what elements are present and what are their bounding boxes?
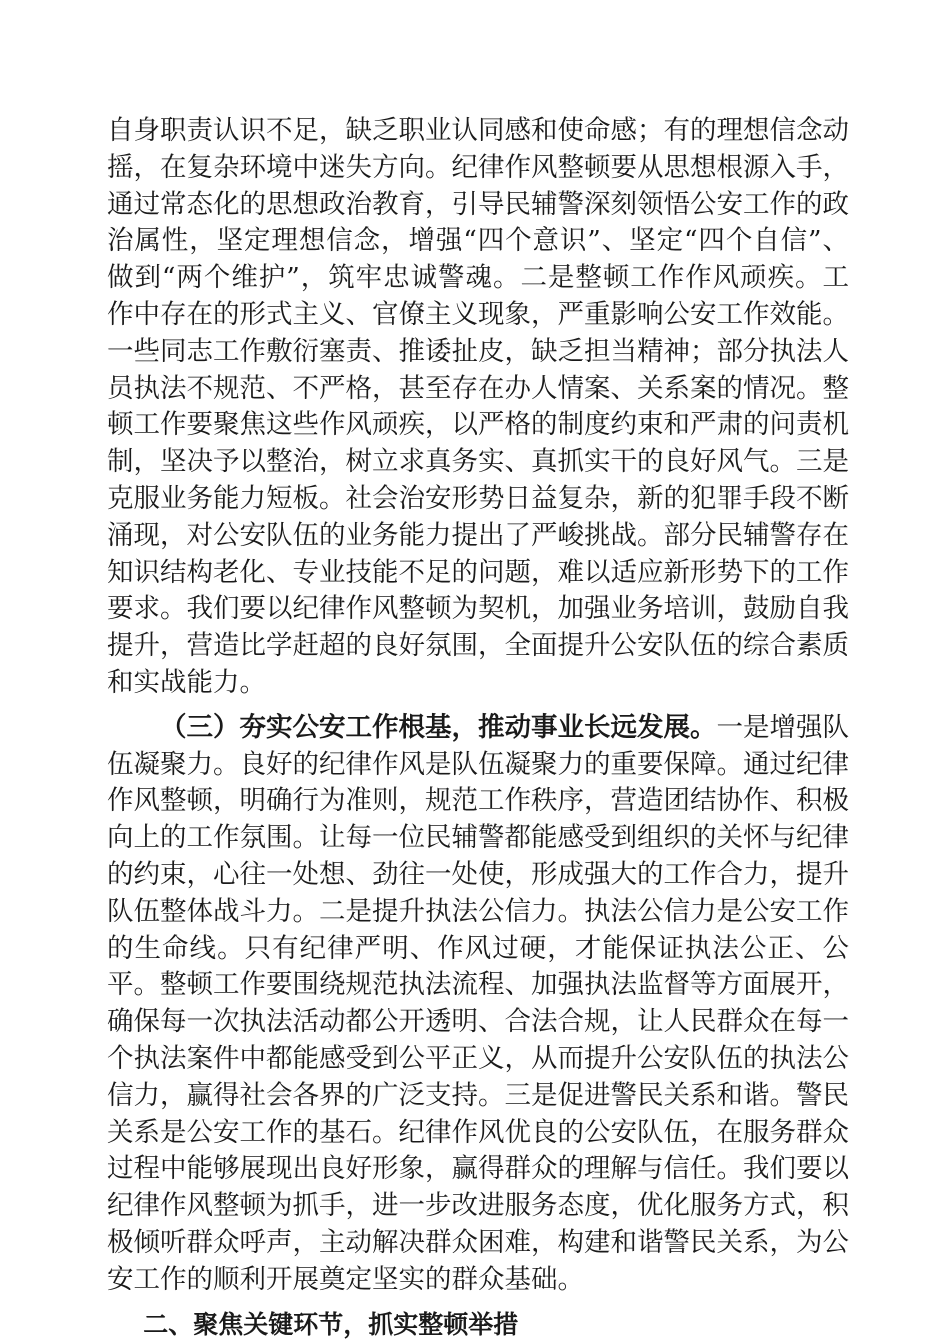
- paragraph-section-three: [107, 710, 849, 1299]
- paragraph-continuation: 自身职责认识不足，缺乏职业认同感和使命感；有的理想信念动摇，在复杂环境中迷失方向。纪律作风整顿要从思想根源入手，通过常态化的思想政治教育，引导民辅警深刻领悟公安工作的政治属性，坚定理想信念，增强“四个意识”、坚定“四个自信”、做到“两个维护”，筑牢忠诚警魂。二是整顿工作作风顽疾。工作中存在的形式主义、官僚主义现象，严重影响公安工作效能。一些同志工作敷衍塞责、推诿扯皮，缺乏担当精神；部分执法人员执法不规范、不严格，甚至存在办人情案、关系案的情况。整顿工作要聚焦这些作风顽疾，以严格的制度约束和严肃的问责机制，坚决予以整治，树立求真务实、真抓实干的良好风气。三是克服业务能力短板。社会治安形势日益复杂，新的犯罪手段不断涌现，对公安队伍的业务能力提出了严峻挑战。部分民辅警存在知识结构老化、专业技能不足的问题，难以适应新形势下的工作要求。我们要以纪律作风整顿为契机，加强业务培训，鼓励自我提升，营造比学赶超的良好氛围，全面提升公安队伍的综合素质和实战能力。: [107, 115, 849, 698]
- section-heading: 二、聚焦关键环节，抓实整顿举措: [143, 1309, 519, 1339]
- paragraph-lead-heading: （三）夯实公安工作根基，推动事业长远发展。: [160, 711, 717, 743]
- document-body: [107, 113, 849, 1343]
- paragraph-body-text: 一是增强队伍凝聚力。良好的纪律作风是队伍凝聚力的重要保障。通过纪律作风整顿，明确行为准则，规范工作秩序，营造团结协作、积极向上的工作氛围。让每一位民辅警都能感受到组织的关怀与纪律的约束，心往一处想、劲往一处使，形成强大的工作合力，提升队伍整体战斗力。二是提升执法公信力。执法公信力是公安工作的生命线。只有纪律严明、作风过硬，才能保证执法公正、公平。整顿工作要围绕规范执法流程、加强执法监督等方面展开，确保每一次执法活动都公开透明、合法合规，让人民群众在每一个执法案件中都能感受到公平正义，从而提升公安队伍的执法公信力，赢得社会各界的广泛支持。三是促进警民关系和谐。警民关系是公安工作的基石。纪律作风优良的公安队伍，在服务群众过程中能够展现出良好形象，赢得群众的理解与信任。我们要以纪律作风整顿为抓手，进一步改进服务态度，优化服务方式，积极倾听群众呼声，主动解决群众困难，构建和谐警民关系，为公安工作的顺利开展奠定坚实的群众基础。: [107, 711, 849, 1295]
